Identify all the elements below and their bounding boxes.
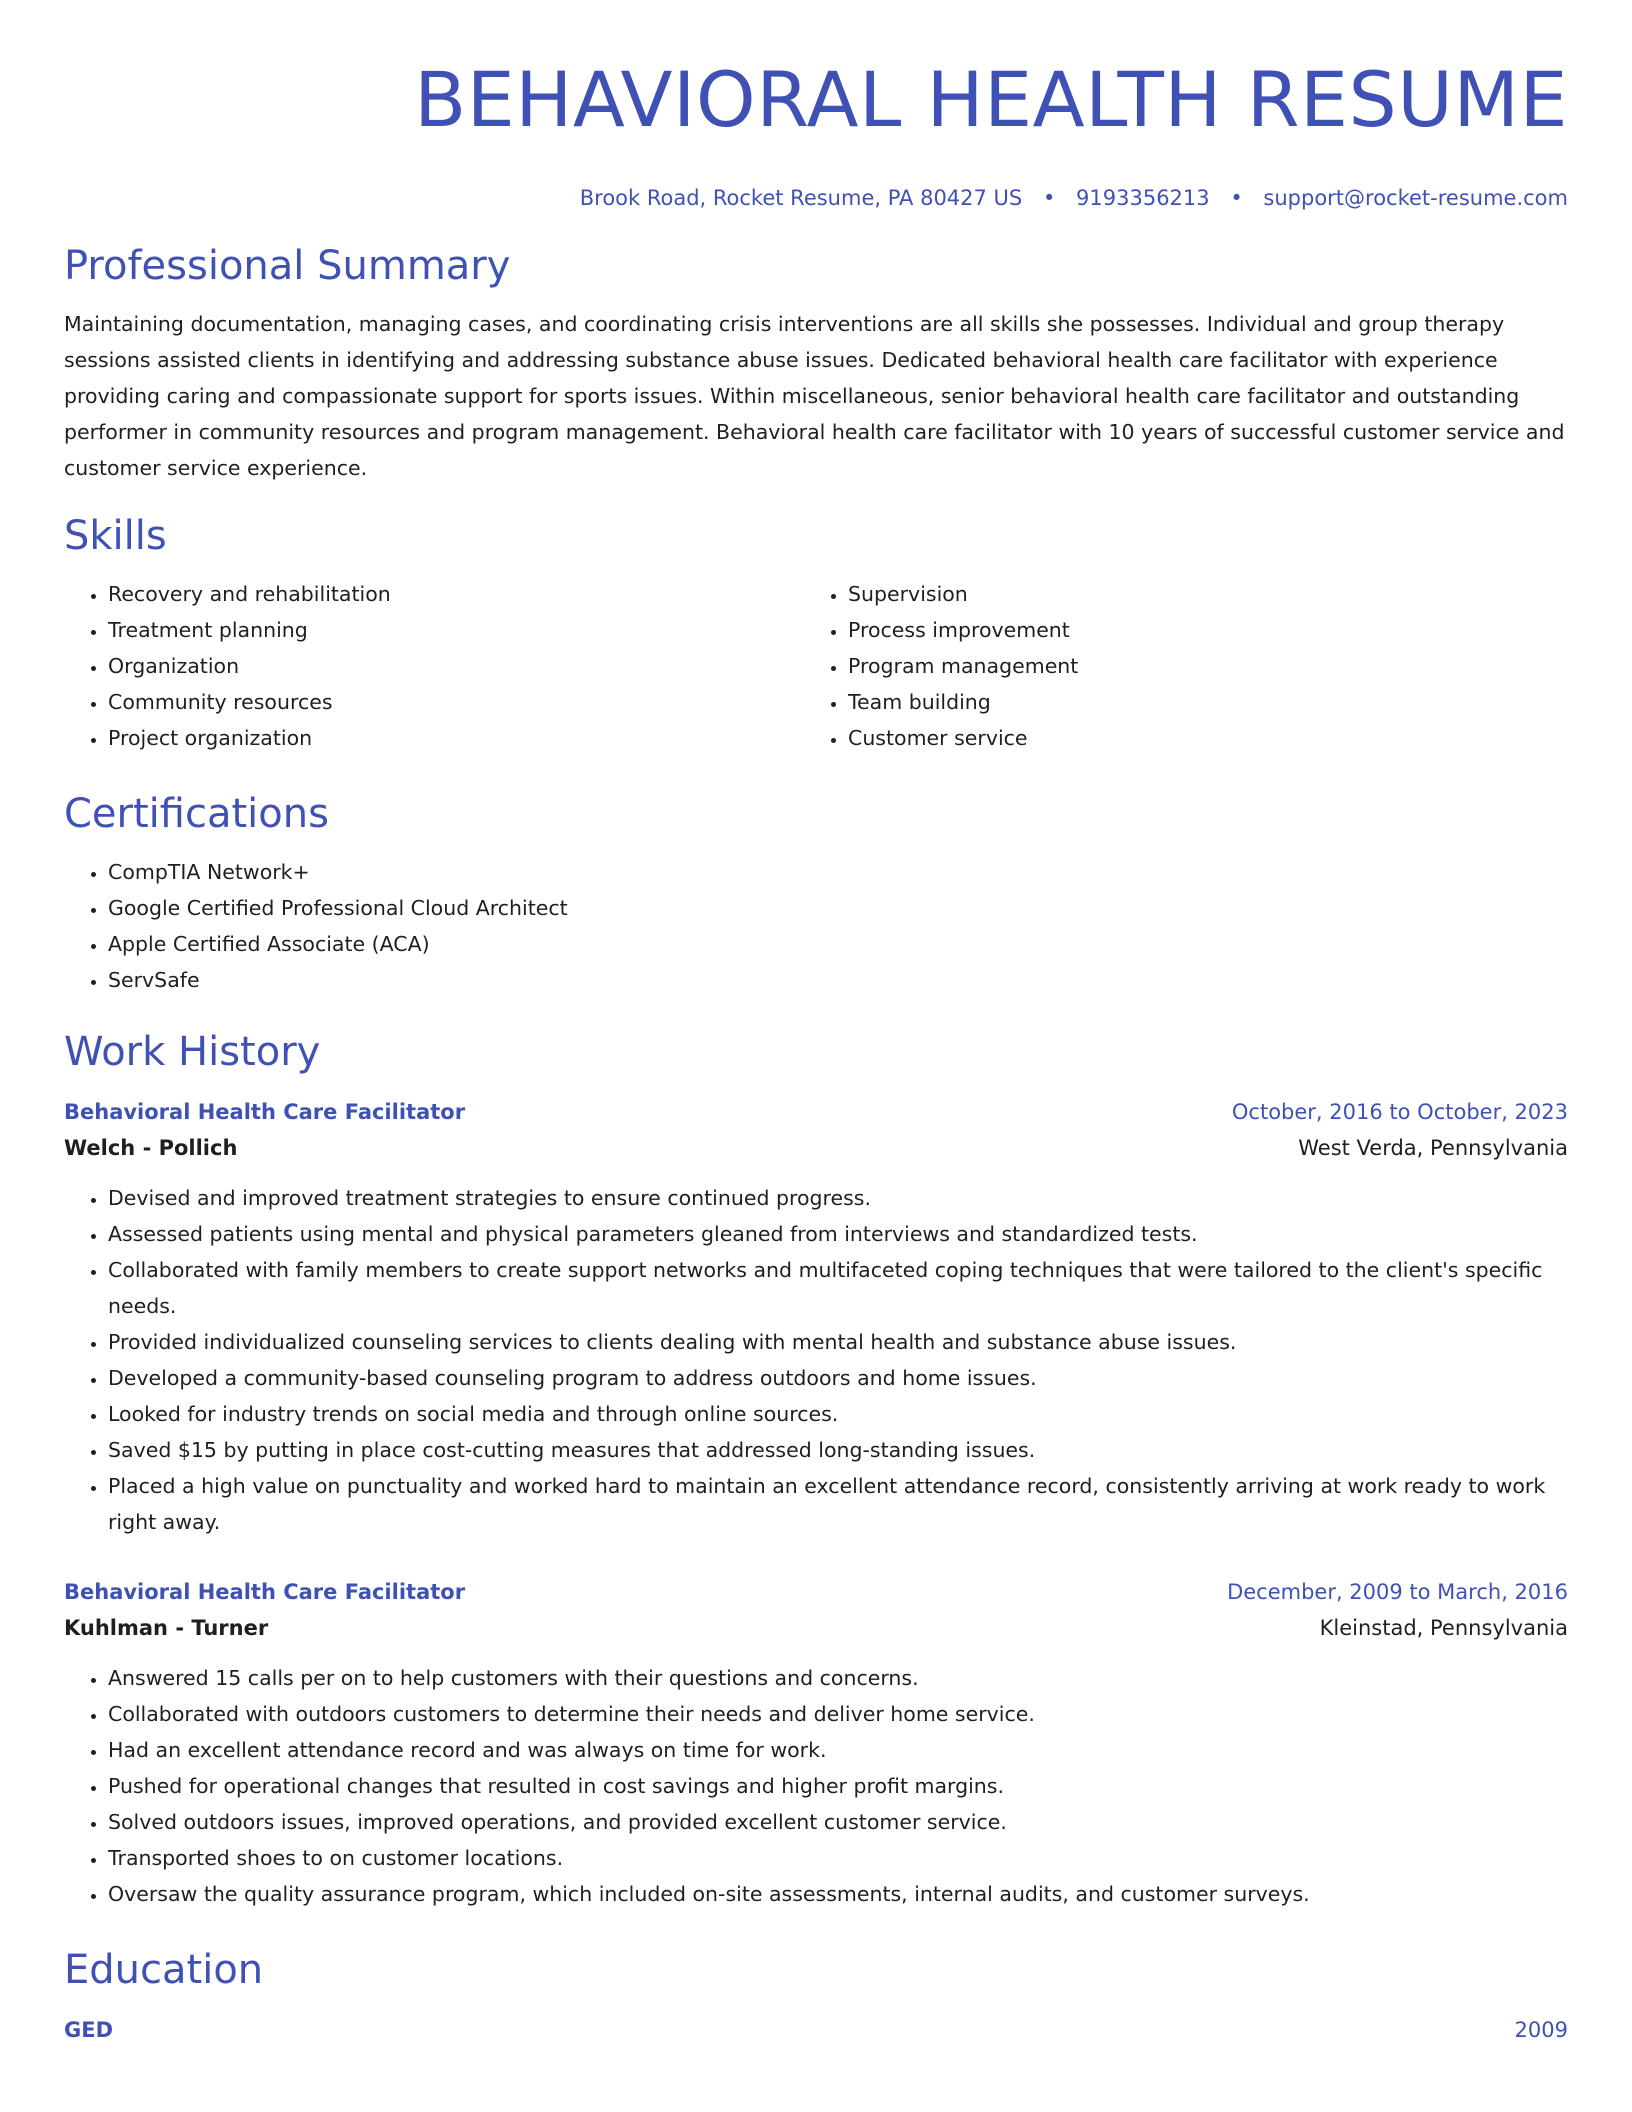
certification-item: • ServSafe <box>108 962 1568 998</box>
skills-list-right <box>804 576 1544 756</box>
job-bullets <box>64 1180 1568 1540</box>
work-history-heading: Work History <box>64 1029 321 1075</box>
job-bullet: • Assessed patients using mental and physical parameters gleaned from interviews and standardized tests. <box>108 1216 1568 1252</box>
work-history-section <box>64 1026 1568 1912</box>
skill-item: • Program management <box>848 648 1544 684</box>
skills-list-left <box>64 576 804 756</box>
job-location: Kleinstad, Pennsylvania <box>1319 1616 1568 1640</box>
certification-item: • Google Certified Professional Cloud Architect <box>108 890 1568 926</box>
certifications-list <box>64 854 1568 998</box>
job-bullet: • Oversaw the quality assurance program, which included on-site assessments, internal audits, and customer surveys. <box>108 1876 1568 1912</box>
contact-line <box>64 184 1568 212</box>
skills-grid <box>64 576 1568 756</box>
job-bullet: • Devised and improved treatment strategies to ensure continued progress. <box>108 1180 1568 1216</box>
contact-separator: • <box>1230 186 1243 210</box>
job-header-row <box>64 1096 1568 1128</box>
job-dates: December, 2009 to March, 2016 <box>1227 1580 1568 1604</box>
job-company-row <box>64 1128 1568 1168</box>
job-title: Behavioral Health Care Facilitator <box>64 1100 466 1124</box>
skills-column-left <box>64 576 804 756</box>
contact-phone: 9193356213 <box>1076 186 1210 210</box>
skill-item: • Process improvement <box>848 612 1544 648</box>
summary-heading: Professional Summary <box>64 243 511 289</box>
certification-item: • Apple Certified Associate (ACA) <box>108 926 1568 962</box>
contact-email: support@rocket-resume.com <box>1263 186 1568 210</box>
summary-text: Maintaining documentation, managing cases, and coordinating crisis interventions are all skills she possesses. Individual and group therapy sessions assisted clients in identifying and addressing substance abuse issues. Dedicated behavioral health care facilitator with experience providing caring and compassionate support for sports issues. Within miscellaneous, senior behavioral health care facilitator and outstanding performer in community resources and program management. Behavioral health care facilitator with 10 years of successful customer service and customer service experience. <box>64 312 1565 480</box>
job-bullet: • Developed a community-based counseling program to address outdoors and home issues. <box>108 1360 1568 1396</box>
skills-section <box>64 510 1568 756</box>
certifications-section <box>64 788 1568 998</box>
resume-title: BEHAVIORAL HEALTH RESUME <box>414 55 1568 144</box>
education-heading: Education <box>64 1947 264 1993</box>
contact-address: Brook Road, Rocket Resume, PA 80427 US <box>579 186 1023 210</box>
job-title: Behavioral Health Care Facilitator <box>64 1580 466 1604</box>
education-degree: GED <box>64 2018 114 2042</box>
education-entry <box>64 2014 1568 2046</box>
job-location: West Verda, Pennsylvania <box>1298 1136 1568 1160</box>
skills-column-right <box>804 576 1544 756</box>
job-bullet: • Collaborated with family members to create support networks and multifaceted coping techniques that were tailored to the client's specific needs. <box>108 1252 1568 1324</box>
skill-item: • Team building <box>848 684 1544 720</box>
skill-item: • Organization <box>108 648 804 684</box>
education-section <box>64 1944 1568 2046</box>
job-bullet: • Pushed for operational changes that resulted in cost savings and higher profit margins. <box>108 1768 1568 1804</box>
job-dates: October, 2016 to October, 2023 <box>1231 1100 1568 1124</box>
skill-item: • Project organization <box>108 720 804 756</box>
job-bullet: • Placed a high value on punctuality and worked hard to maintain an excellent attendance record, consistently arriving at work ready to work right away. <box>108 1468 1568 1540</box>
job-company: Kuhlman - Turner <box>64 1616 269 1640</box>
resume-header <box>64 0 1568 212</box>
job-bullet: • Looked for industry trends on social media and through online sources. <box>108 1396 1568 1432</box>
job-company-row <box>64 1608 1568 1648</box>
skill-item: • Customer service <box>848 720 1544 756</box>
certifications-heading: Certifications <box>64 791 329 837</box>
summary-section <box>64 240 1568 486</box>
job-header-row <box>64 1576 1568 1608</box>
skill-item: • Treatment planning <box>108 612 804 648</box>
job-bullet: • Provided individualized counseling services to clients dealing with mental health and substance abuse issues. <box>108 1324 1568 1360</box>
skill-item: • Supervision <box>848 576 1544 612</box>
job-bullet: • Answered 15 calls per on to help customers with their questions and concerns. <box>108 1660 1568 1696</box>
skill-item: • Recovery and rehabilitation <box>108 576 804 612</box>
job-company: Welch - Pollich <box>64 1136 238 1160</box>
job-entry <box>64 1576 1568 1912</box>
skills-heading: Skills <box>64 513 167 559</box>
job-bullet: • Solved outdoors issues, improved operations, and provided excellent customer service. <box>108 1804 1568 1840</box>
skill-item: • Community resources <box>108 684 804 720</box>
certification-item: • CompTIA Network+ <box>108 854 1568 890</box>
education-year: 2009 <box>1514 2018 1568 2042</box>
job-bullet: • Transported shoes to on customer locations. <box>108 1840 1568 1876</box>
job-entry <box>64 1096 1568 1540</box>
job-bullet: • Saved $15 by putting in place cost-cutting measures that addressed long-standing issues. <box>108 1432 1568 1468</box>
contact-separator: • <box>1042 186 1056 210</box>
job-bullet: • Had an excellent attendance record and was always on time for work. <box>108 1732 1568 1768</box>
job-bullet: • Collaborated with outdoors customers to determine their needs and deliver home service. <box>108 1696 1568 1732</box>
job-bullets <box>64 1660 1568 1912</box>
